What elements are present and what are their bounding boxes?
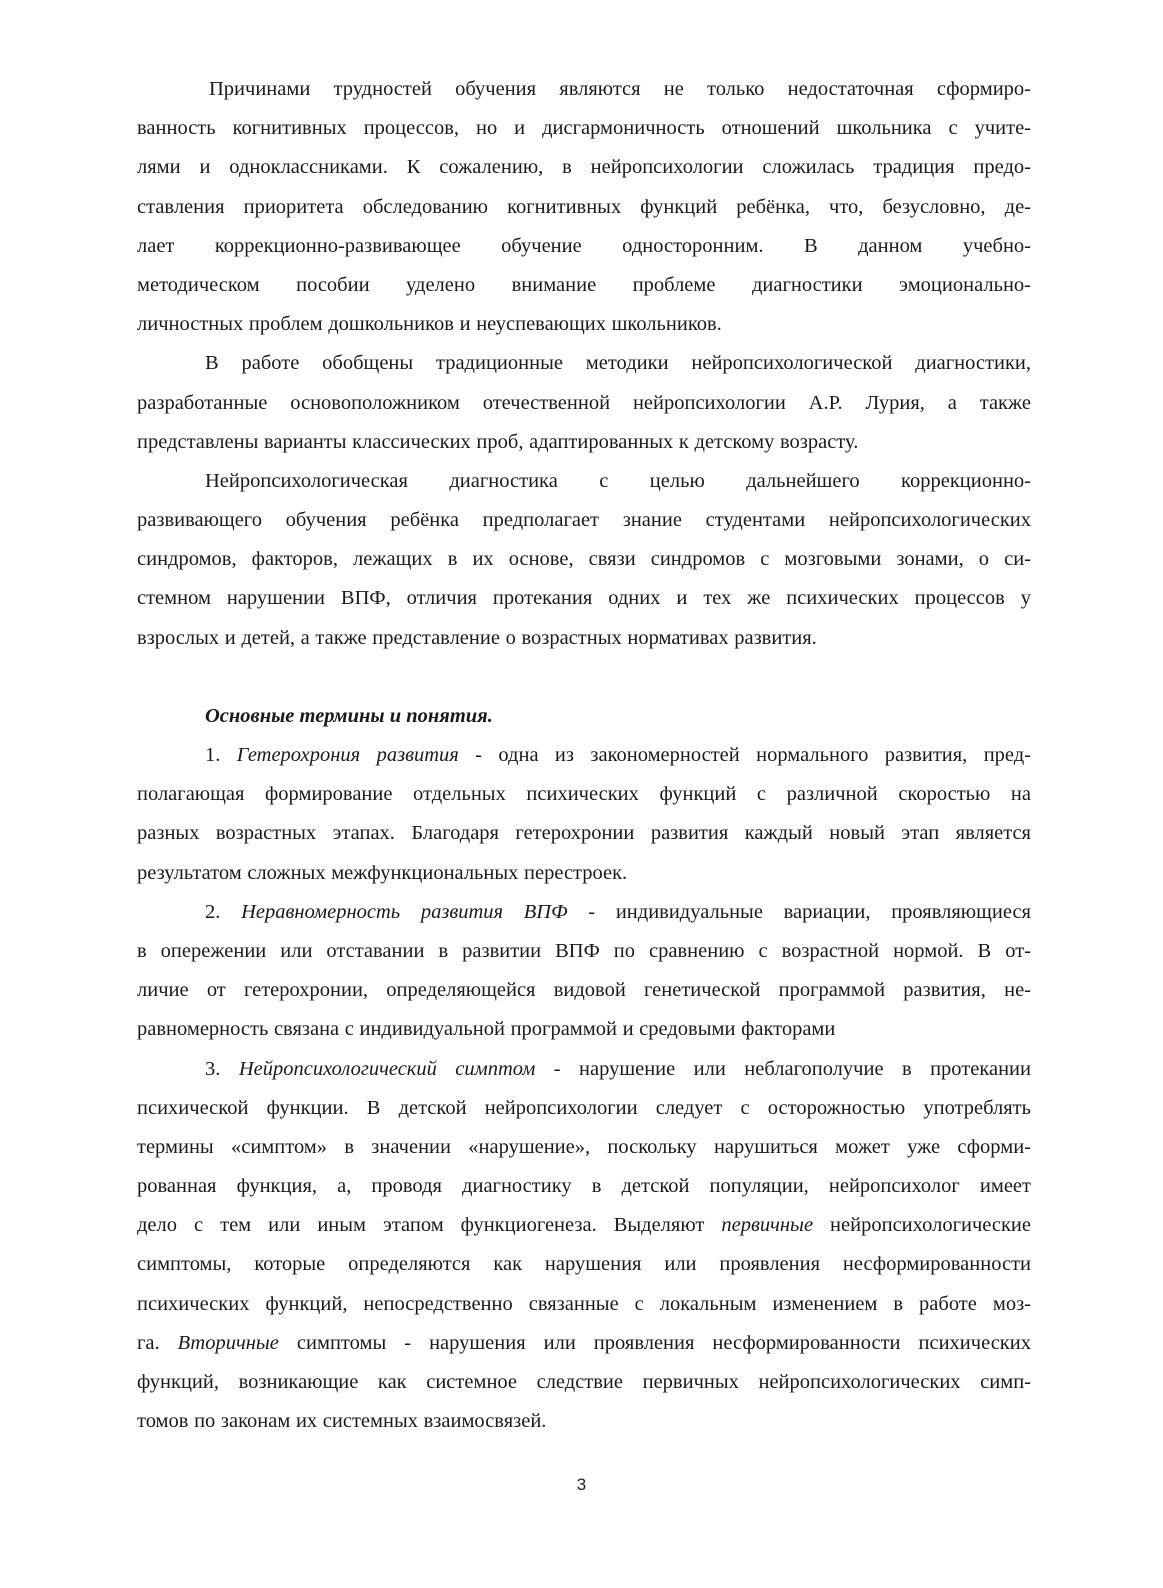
secondary-term: Вторичные	[177, 1331, 279, 1354]
primary-before: дело с тем или иным этапом функциогенеза. Выделяют	[137, 1214, 722, 1237]
term-3-line-2: психической функции. В детской нейропсихологии следует с осторожностью употреблять	[137, 1096, 1031, 1119]
paragraph-1-line-6: методическом пособии уделено внимание проблеме диагностики эмоционально-	[137, 273, 1031, 296]
page-number: 3	[576, 1475, 587, 1494]
paragraph-1-line-5: лает коррекционно-развивающее обучение односторонним. В данном учебно-	[137, 234, 1031, 257]
term-3-line-secondary	[137, 1324, 1031, 1363]
page-content	[137, 70, 1031, 1441]
secondary-before: га.	[137, 1331, 178, 1354]
term-2-definition-start: - индивидуальные вариации, проявляющиеся	[567, 900, 1031, 923]
paragraph-2-line-2: разработанные основоположником отечественной нейропсихологии А.Р. Лурия, а также	[137, 391, 1031, 414]
paragraph-2-line-1: В работе обобщены традиционные методики нейропсихологической диагностики,	[205, 352, 1031, 375]
term-2-line-4: равномерность связана с индивидуальной программой и средовыми факторами	[137, 1018, 836, 1041]
paragraph-1-line-1: Причинами трудностей обучения являются не только недостаточная сформиро-	[209, 78, 1031, 100]
term-2-line-3: личие от гетерохронии, определяющейся видовой генетической программой развития, не-	[137, 979, 1031, 1002]
term-3-number: 3.	[205, 1057, 221, 1080]
term-3-line-primary	[137, 1206, 1031, 1245]
paragraph-3-line-5: взрослых и детей, а также представление о возрастных нормативах развития.	[137, 626, 817, 649]
term-3-title: Нейропсихологический симптом	[238, 1057, 536, 1080]
term-3-first-line	[137, 1050, 1031, 1089]
paragraph-3-line-4: стемном нарушении ВПФ, отличия протекания одних и тех же психических процессов у	[137, 587, 1031, 610]
term-2-number: 2.	[205, 900, 221, 923]
term-3-line-9: функций, возникающие как системное следствие первичных нейропсихологических симп-	[137, 1371, 1031, 1393]
term-3-definition-start: - нарушение или неблагополучие в протекании	[535, 1057, 1031, 1080]
paragraph-3-line-3: синдромов, факторов, лежащих в их основе, связи синдромов с мозговыми зонами, о си-	[137, 548, 1031, 571]
term-1-line-2: полагающая формирование отдельных психических функций с различной скоростью на	[137, 783, 1031, 806]
primary-term: первичные	[721, 1214, 814, 1237]
term-2-first-line	[137, 893, 1031, 932]
term-3-line-3: термины «симптом» в значении «нарушение», поскольку нарушиться может уже сформи-	[137, 1135, 1031, 1158]
paragraph-3-line-2: развивающего обучения ребёнка предполагает знание студентами нейропсихологических	[137, 509, 1031, 532]
paragraph-2-line-3: представлены варианты классических проб, адаптированных к детскому возрасту.	[137, 430, 859, 453]
term-2-line-2: в опережении или отставании в развитии ВПФ по сравнению с возрастной нормой. В от-	[137, 939, 1031, 962]
section-heading: Основные термины и понятия.	[205, 704, 493, 727]
paragraph-1-line-7: личностных проблем дошкольников и неуспевающих школьников.	[137, 313, 722, 336]
term-1-line-4: результатом сложных межфункциональных перестроек.	[137, 861, 628, 884]
term-3-line-10: томов по законам их системных взаимосвязей.	[137, 1410, 547, 1433]
term-1-title: Гетерохрония развития	[236, 744, 459, 766]
term-1-first-line	[137, 736, 1031, 775]
paragraph-1-line-4: ставления приоритета обследованию когнитивных функций ребёнка, что, безусловно, де-	[137, 195, 1031, 218]
term-1-line-3: разных возрастных этапах. Благодаря гетерохронии развития каждый новый этап является	[137, 822, 1031, 845]
term-3-line-4: рованная функция, а, проводя диагностику в детской популяции, нейропсихолог имеет	[137, 1175, 1031, 1198]
term-2-title: Неравномерность развития ВПФ	[241, 900, 568, 923]
paragraph-1-line-3: лями и одноклассниками. К сожалению, в нейропсихологии сложилась традиция предо-	[137, 156, 1031, 179]
term-1-definition-start: - одна из закономерностей нормального развития, пред-	[458, 744, 1031, 766]
primary-after: нейропсихологические	[813, 1214, 1031, 1237]
secondary-after: симптомы - нарушения или проявления несформированности психических	[278, 1331, 1031, 1354]
paragraph-3-line-1: Нейропсихологическая диагностика с целью дальнейшего коррекционно-	[205, 469, 1031, 492]
term-3-line-7: психических функций, непосредственно связанные с локальным изменением в работе моз-	[137, 1292, 1031, 1315]
term-3-line-6: симптомы, которые определяются как нарушения или проявления несформированности	[137, 1253, 1031, 1276]
term-1-number: 1.	[205, 744, 221, 766]
paragraph-1-line-2: ванность когнитивных процессов, но и дисгармоничность отношений школьника с учите-	[137, 117, 1031, 140]
section-gap	[137, 658, 1031, 697]
